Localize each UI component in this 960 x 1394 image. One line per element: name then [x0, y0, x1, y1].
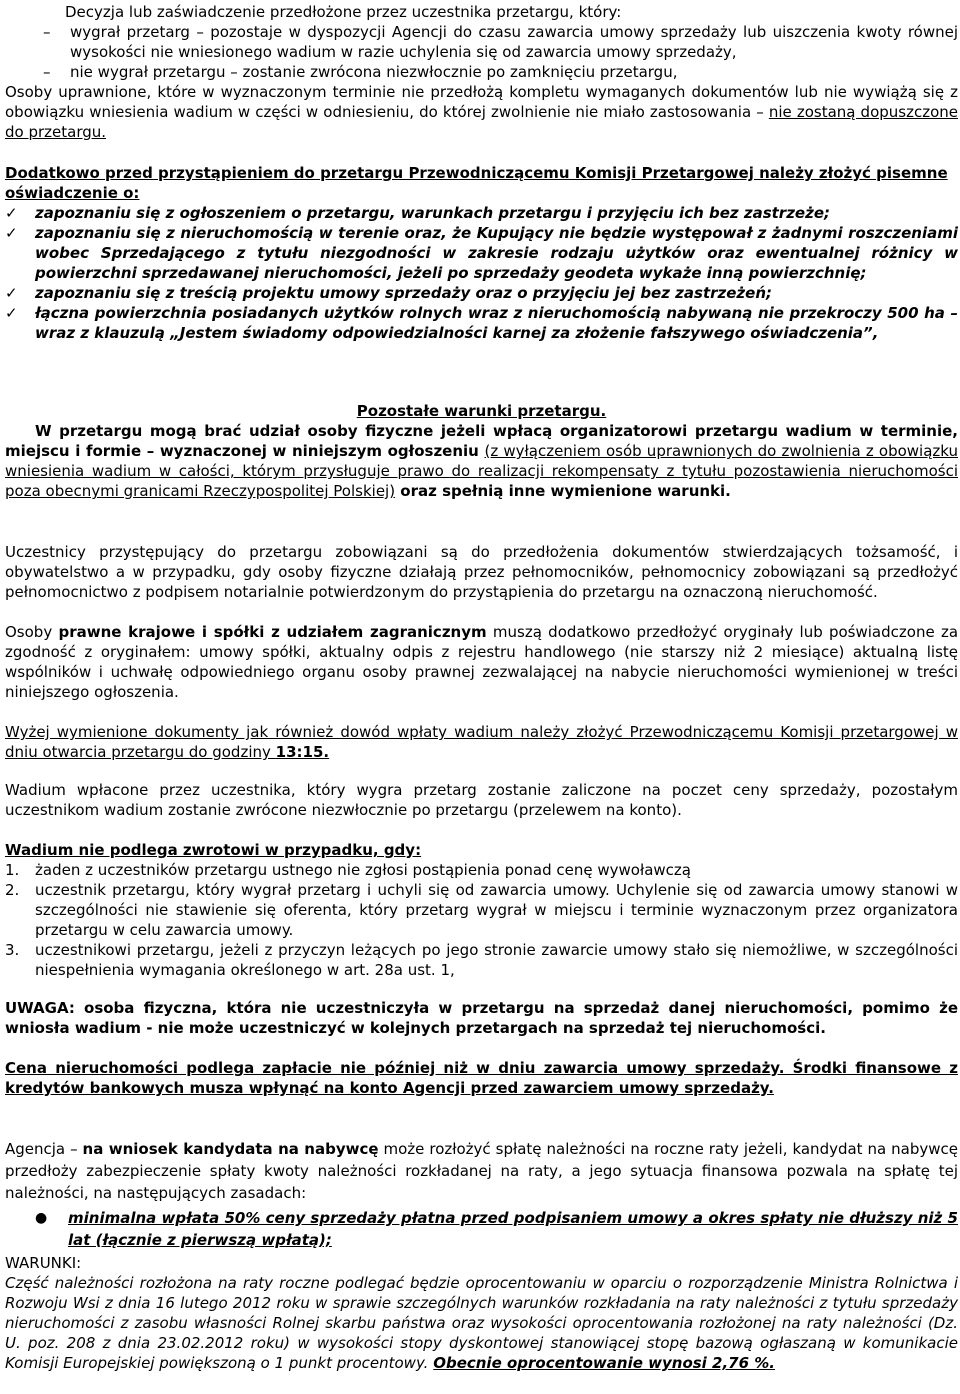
intro-paragraph: Osoby uprawnione, które w wyznaczonym terminie nie przedłożą kompletu wymaganych dokumentów lub nie wywiążą się z obowiązku wniesienia wadium w części w odniesieniu, do której zwolnienie nie miało zastosowania – nie zostaną dopuszczone do przetargu.	[5, 83, 958, 141]
payment-notice: Cena nieruchomości podlega zapłacie nie później niż w dniu zawarcia umowy sprzedaży. Środki finansowe z kredytów bankowych musza wpłynąć na konto Agencji przed zawarciem umowy sprzedaży.	[5, 1059, 958, 1097]
interest-rate: Obecnie oprocentowanie wynosi 2,76 %.	[433, 1354, 776, 1372]
intro-dash-item-2: – nie wygrał przetargu – zostanie zwrócona niezwłocznie po zamknięciu przetargu,	[43, 63, 678, 81]
list-item: 2. uczestnik przetargu, który wygrał przetarg i uchyli się od zawarcia umowy. Uchylenie się od zawarcia umowy stanowi w szczególności nie stawienie się oferenta, który przetarg wygrał w miejscu i terminie wyznaczonym przez organizatora przetargu w celu zawarcia umowy.	[5, 881, 958, 939]
declaration-heading: Dodatkowo przed przystąpieniem do przetargu Przewodniczącemu Komisji Przetargowej należy złożyć pisemne oświadczenie o:	[5, 164, 948, 202]
warunki-paragraph: Część należności rozłożona na raty roczne podlegać będzie oprocentowaniu w oparciu o rozporządzenie Ministra Rolnictwa i Rozwoju Wsi z dnia 16 lutego 2012 roku w sprawie szczególnych warunków rozkładania na raty należności z tytułu sprzedaży nieruchomości z zasobu własności Rolnej skarbu państwa oraz wysokości oprocentowania rozłożonej na raty należności (Dz. U. poz. 208 z dnia 23.02.2012 roku) w wysokości stopy dyskontowej stanowiącej stopę bazową ogłaszaną w komunikacie Komisji Europejskiej powiększoną o 1 punkt procentowy. Obecnie oprocentowanie wynosi 2,76 %.	[5, 1274, 958, 1372]
declaration-item: ✓ zapoznaniu się z ogłoszeniem o przetargu, warunkach przetargu i przyjęciu ich bez zastrzeże;	[5, 204, 831, 222]
not-admitted-note: nie zostaną dopuszczone do przetargu.	[5, 103, 958, 141]
conditions-paragraph-1: W przetargu mogą brać udział osoby fizyczne jeżeli wpłacą organizatorowi przetargu wadium w terminie, miejscu i formie – wyznaczonej w niniejszym ogłoszeniu (z wyłączeniem osób uprawnionych do zwolnienia z obowiązku wniesienia wadium w całości, którym przysługuje prawo do realizacji rekompensaty z tytułu pozostawienia nieruchomości poza obecnymi granicami Rzeczypospolitej Polskiej) oraz spełnią inne wymienione warunki.	[5, 422, 958, 500]
conditions-paragraph-4: Wyżej wymienione dokumenty jak również dowód wpłaty wadium należy złożyć Przewodniczącemu Komisji przetargowej w dniu otwarcia przetargu do godziny 13:15.	[5, 723, 958, 761]
installments-paragraph: Agencja – na wniosek kandydata na nabywcę może rozłożyć spłatę należności na roczne raty jeżeli, kandydat na nabywcę przedłoży zabezpieczenie spłaty kwoty należności rozkładanej na raty, a jego sytuacja finansowa pozwala na spłatę tej należności, na następujących zasadach:	[5, 1140, 959, 1202]
list-item: 1. żaden z uczestników przetargu ustnego nie zgłosi postąpienia ponad cenę wywoławczą	[5, 861, 691, 879]
installment-bullet-item: ● minimalna wpłata 50% ceny sprzedaży płatna przed podpisaniem umowy a okres spłaty nie dłuższy niż 5 lat (łącznie z pierwszą wpłatą);	[35, 1209, 958, 1249]
bullet-icon: ●	[35, 1210, 48, 1226]
dash-marker: –	[43, 23, 51, 41]
list-item: 3. uczestnikowi przetargu, jeżeli z przyczyn leżących po jego stronie zawarcie umowy stało się niemożliwe, w szczególności niespełnienia wymagania określonego w art. 28a ust. 1,	[5, 941, 958, 979]
checkmark-icon: ✓	[5, 224, 18, 242]
declaration-item: ✓ zapoznaniu się z nieruchomością w terenie oraz, że Kupujący nie będzie występował z żadnymi roszczeniami wobec Sprzedającego z tytułu niezgodności w zakresie rodzaju użytków oraz ewentualnej różnicy w powierzchni sprzedawanej nieruchomości, jeżeli po sprzedaży geodeta wykaże inną powierzchnię;	[5, 224, 958, 282]
uwaga-notice: UWAGA: osoba fizyczna, która nie uczestniczyła w przetargu na sprzedaż danej nieruchomości, pomimo że wniosła wadium - nie może uczestniczyć w kolejnych przetargach na sprzedaż tej nieruchomości.	[5, 999, 958, 1037]
intro-dash-item-1: – wygrał przetarg – pozostaje w dyspozycji Agencji do czasu zawarcia umowy sprzedaży lub uiszczenia kwoty równej wysokości nie wniesionego wadium w razie uchylenia się od zawarcia umowy sprzedaży,	[43, 23, 958, 61]
declaration-item: ✓ łączna powierzchnia posiadanych użytków rolnych wraz z nieruchomością nabywaną nie przekroczy 500 ha – wraz z klauzulą „Jestem świadomy odpowiedzialności karnej za złożenie fałszywego oświadczenia”,	[5, 304, 958, 342]
conditions-paragraph-3: Osoby prawne krajowe i spółki z udziałem zagranicznym muszą dodatkowo przedłożyć oryginały lub poświadczone za zgodność z oryginałem: umowy spółki, aktualny odpis z rejestru handlowego (nie starszy niż 2 miesiące) aktualną listę wspólników i uchwałę odpowiedniego organu osoby prawnej zezwalającej na nabycie nieruchomości wymienionej w treści niniejszego ogłoszenia.	[5, 623, 959, 701]
conditions-paragraph-5: Wadium wpłacone przez uczestnika, który wygra przetarg zostanie zaliczone na poczet ceny sprzedaży, pozostałym uczestnikom wadium zostanie zwrócone niezwłocznie po przetargu (przelewem na konto).	[5, 781, 958, 819]
checkmark-icon: ✓	[5, 284, 18, 302]
checkmark-icon: ✓	[5, 304, 18, 322]
intro-heading: Decyzja lub zaświadczenie przedłożone przez uczestnika przetargu, który:	[65, 3, 622, 21]
checkmark-icon: ✓	[5, 204, 18, 222]
declaration-list	[5, 203, 958, 343]
deadline-time: 13:15.	[275, 743, 330, 761]
section-title-other-conditions: Pozostałe warunki przetargu.	[356, 402, 607, 420]
no-refund-title: Wadium nie podlega zwrotowi w przypadku, gdy:	[5, 841, 422, 859]
declaration-item: ✓ zapoznaniu się z treścią projektu umowy sprzedaży oraz o przyjęciu jej bez zastrzeżeń;	[5, 284, 773, 302]
dash-marker: –	[43, 63, 51, 81]
no-refund-list	[5, 860, 958, 980]
warunki-label: WARUNKI:	[5, 1254, 82, 1272]
conditions-paragraph-2: Uczestnicy przystępujący do przetargu zobowiązani są do przedłożenia dokumentów stwierdzających tożsamość, i obywatelstwo a w przypadku, gdy osoby fizyczne działają przez pełnomocników, pełnomocnicy zobowiązani są przedłożyć pełnomocnictwo z podpisem notarialnie potwierdzonym do przystąpienia do przetargu na oznaczoną nieruchomość.	[5, 543, 958, 601]
